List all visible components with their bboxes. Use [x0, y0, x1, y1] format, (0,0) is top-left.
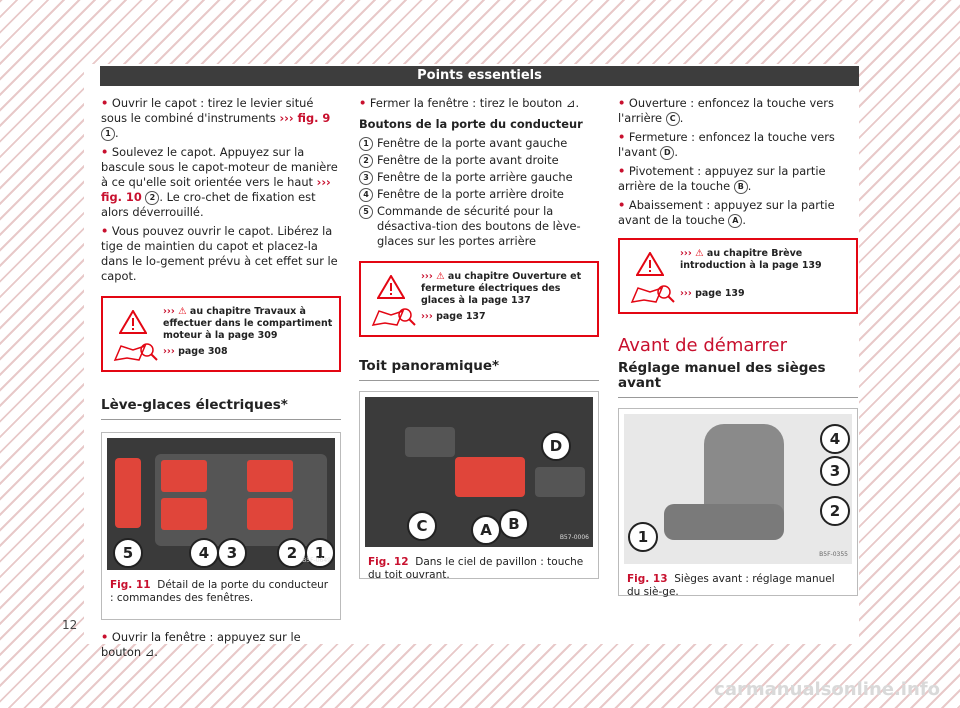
warning-link[interactable]: au chapitre Ouverture et fermeture électriques des glaces à la page 137	[421, 271, 582, 306]
seat-cushion	[664, 504, 784, 540]
page-link[interactable]: page 137	[436, 311, 486, 322]
fig-link[interactable]: fig. 9	[297, 111, 331, 125]
label-3: 3	[217, 538, 247, 568]
label-3: 3	[820, 456, 850, 486]
column-2	[359, 96, 599, 579]
warning-box: ››› ⚠ au chapitre Travaux à effectuer dans le compartiment moteur à la page 309 ››› page 308	[101, 296, 341, 372]
bullet-hood-lift: • Soulevez le capot. Appuyez sur la bascule sous le capot-moteur de manière à ce qu'elle soit orientée vers le haut ››› fig. 10 2 . Le cro-chet de fixation est alors déverrouillé.	[101, 145, 338, 219]
figure-12	[359, 391, 599, 579]
list-item: 3 Fenêtre de la porte arrière gauche	[359, 170, 599, 185]
figure-caption: Fig. 11 Détail de la porte du conducteur : commandes des fenêtres.	[110, 579, 329, 604]
book-magnifier-icon	[113, 340, 159, 364]
column-1	[101, 96, 341, 664]
label-5: 5	[113, 538, 143, 568]
warning-box: ››› ⚠ au chapitre Brève introduction à la page 139 ››› page 139	[618, 238, 858, 314]
switch-rear-left	[161, 498, 207, 530]
bullet-lower: • Abaissement : appuyez sur la partie avant de la touche A .	[618, 198, 835, 227]
seat-image: 4 3 2 1 B5F-0355	[624, 414, 852, 564]
roof-switch	[455, 457, 525, 497]
page-link[interactable]: page 308	[178, 346, 228, 357]
bullet-open: • Ouverture : enfoncez la touche vers l'arrière C .	[618, 96, 834, 125]
page-link[interactable]: page 139	[695, 288, 745, 299]
bullet-window-open: • Ouvrir la fenêtre : appuyez sur le bouton ⊿.	[101, 630, 301, 659]
label-2: 2	[277, 538, 307, 568]
safety-switch	[115, 458, 141, 528]
section-title: Toit panoramique*	[359, 359, 599, 381]
list-item: 4 Fenêtre de la porte arrière droite	[359, 187, 599, 202]
figure-11	[101, 432, 341, 620]
book-magnifier-icon	[630, 282, 676, 306]
chapter-title: Avant de démarrer	[618, 335, 787, 356]
warning-icon	[636, 252, 664, 276]
window-button-icon: ⊿	[144, 645, 155, 659]
label-4: 4	[189, 538, 219, 568]
callout-number: 1	[101, 127, 115, 141]
page-number: 12	[62, 618, 78, 632]
label-1: 1	[628, 522, 658, 552]
bullet-close: • Fermeture : enfoncez la touche vers l'avant D .	[618, 130, 835, 159]
bullet-tilt: • Pivotement : appuyez sur la partie arrière de la touche B .	[618, 164, 826, 193]
fig-link[interactable]: fig. 10	[101, 190, 142, 204]
list-item: 5 Commande de sécurité pour la désactiva-tion des boutons de lève-glaces sur les portes arrière	[359, 204, 599, 249]
book-magnifier-icon	[371, 305, 417, 329]
warning-icon	[377, 275, 405, 299]
subheading: Boutons de la porte du conducteur	[359, 117, 583, 131]
callout-number: 2	[145, 191, 159, 205]
label-D: D	[541, 431, 571, 461]
warning-link[interactable]: au chapitre Travaux à effectuer dans le compartiment moteur à la page 309	[163, 306, 333, 341]
bullet-hood-open: • Ouvrir le capot : tirez le levier situé sous le combiné d'instruments ››› fig. 9 1 .	[101, 96, 331, 140]
window-switch-image: 5 4 3 2 1 B5F-0649	[107, 438, 335, 570]
section-title: Réglage manuel des sièges avant	[618, 361, 858, 398]
page-header: Points essentiels	[100, 66, 859, 86]
label-B: B	[499, 509, 529, 539]
button-list	[359, 136, 599, 249]
label-A: A	[471, 515, 501, 545]
warning-box: ››› ⚠ au chapitre Ouverture et fermeture électriques des glaces à la page 137 ››› page 137	[359, 261, 599, 337]
warning-icon	[119, 310, 147, 334]
section-title: Lève-glaces électriques*	[101, 398, 341, 420]
figure-caption: Fig. 13 Sièges avant : réglage manuel du siè-ge.	[627, 573, 835, 598]
figure-13	[618, 408, 858, 596]
bullet-hood-support: • Vous pouvez ouvrir le capot. Libérez la tige de maintien du capot et placez-la dans le lo-gement prévu à cet effet sur le capot.	[101, 224, 338, 283]
label-C: C	[407, 511, 437, 541]
label-1: 1	[305, 538, 335, 568]
switch-front-left	[161, 460, 207, 492]
watermark: carmanualsonline.info	[714, 679, 940, 700]
switch-front-right	[247, 460, 293, 492]
window-button-icon: ⊿	[565, 96, 576, 110]
label-2: 2	[820, 496, 850, 526]
label-4: 4	[820, 424, 850, 454]
warning-link[interactable]: au chapitre Brève introduction à la page 139	[680, 248, 822, 271]
bullet-window-close: • Fermer la fenêtre : tirez le bouton ⊿.	[359, 96, 580, 110]
list-item: 2 Fenêtre de la porte avant droite	[359, 153, 599, 168]
switch-rear-right	[247, 498, 293, 530]
list-item: 1 Fenêtre de la porte avant gauche	[359, 136, 599, 151]
roof-switch-image: D C A B B57-0006	[365, 397, 593, 547]
figure-caption: Fig. 12 Dans le ciel de pavillon : touche du toit ouvrant.	[368, 556, 584, 581]
column-3	[618, 96, 858, 596]
